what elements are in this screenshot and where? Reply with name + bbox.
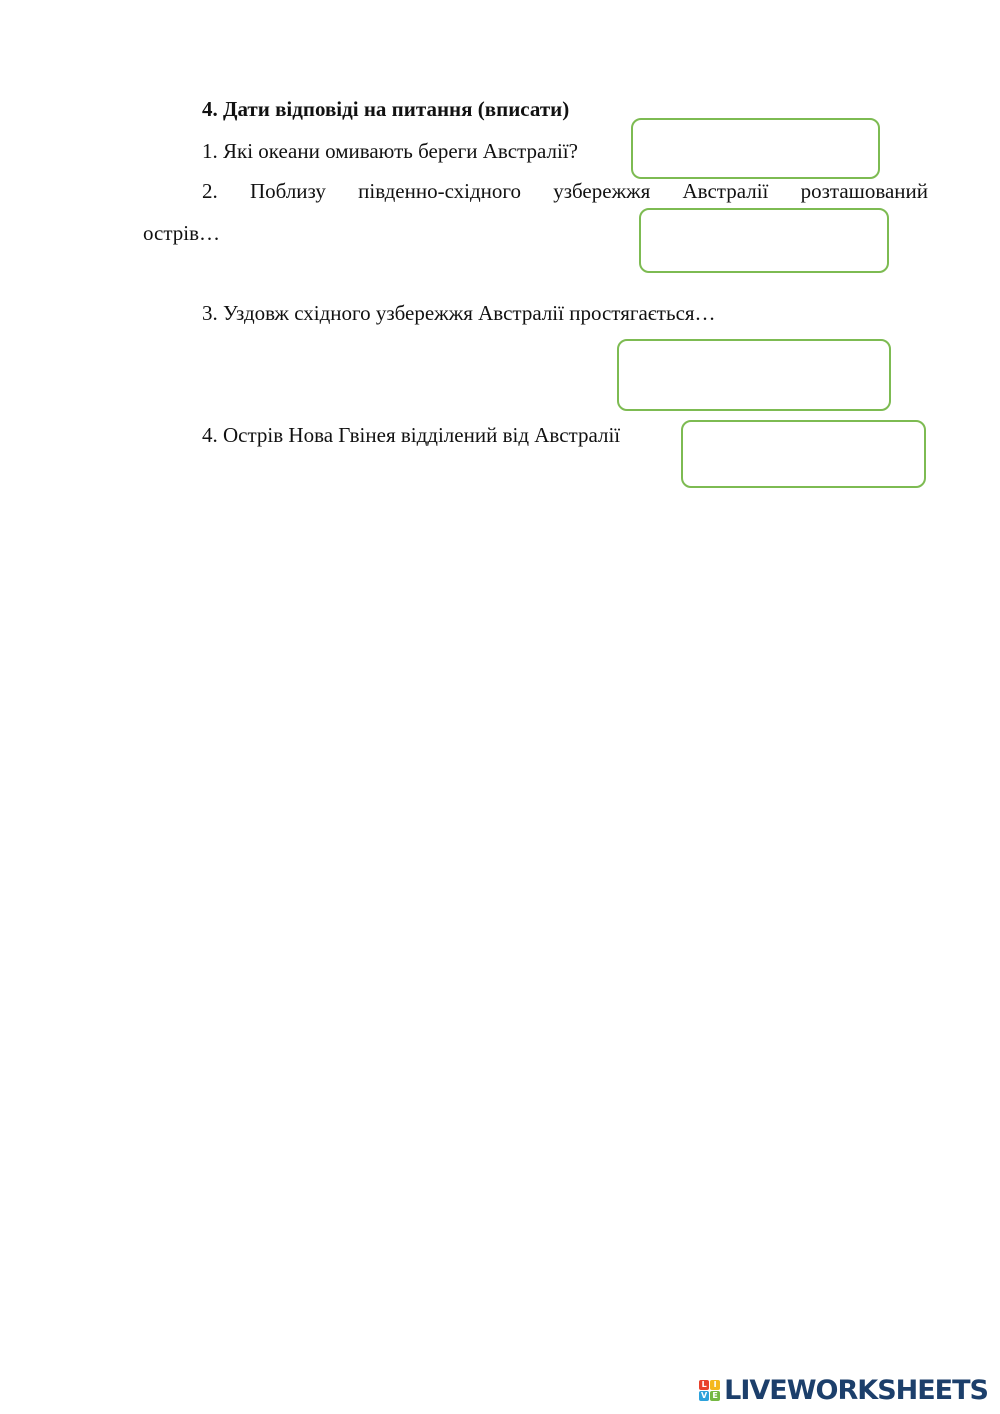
question-2-line-1: 2. Поблизу південно-східного узбережжя Австралії розташований <box>202 179 928 203</box>
logo-letter-i: I <box>710 1380 720 1390</box>
answer-box-3[interactable] <box>617 339 891 411</box>
answer-box-4[interactable] <box>681 420 926 488</box>
liveworksheets-icon <box>699 1380 720 1401</box>
logo-letter-v: V <box>701 1391 708 1400</box>
liveworksheets-wordmark: LIVEWORKSHEETS <box>724 1375 988 1406</box>
question-3: 3. Уздовж східного узбережжя Австралії простягається… <box>202 301 716 325</box>
question-4: 4. Острів Нова Гвінея відділений від Австралії <box>202 423 621 447</box>
question-2-line-2: острів… <box>143 221 221 245</box>
question-1: 1. Які океани омивають береги Австралії? <box>202 139 578 163</box>
logo-letter-l: L <box>699 1380 709 1390</box>
answer-box-1[interactable] <box>631 118 880 179</box>
answer-box-2[interactable] <box>639 208 889 273</box>
task-heading: 4. Дати відповіді на питання (вписати) <box>202 97 570 121</box>
liveworksheets-logo <box>699 1375 988 1406</box>
logo-letter-e: E <box>710 1391 720 1401</box>
